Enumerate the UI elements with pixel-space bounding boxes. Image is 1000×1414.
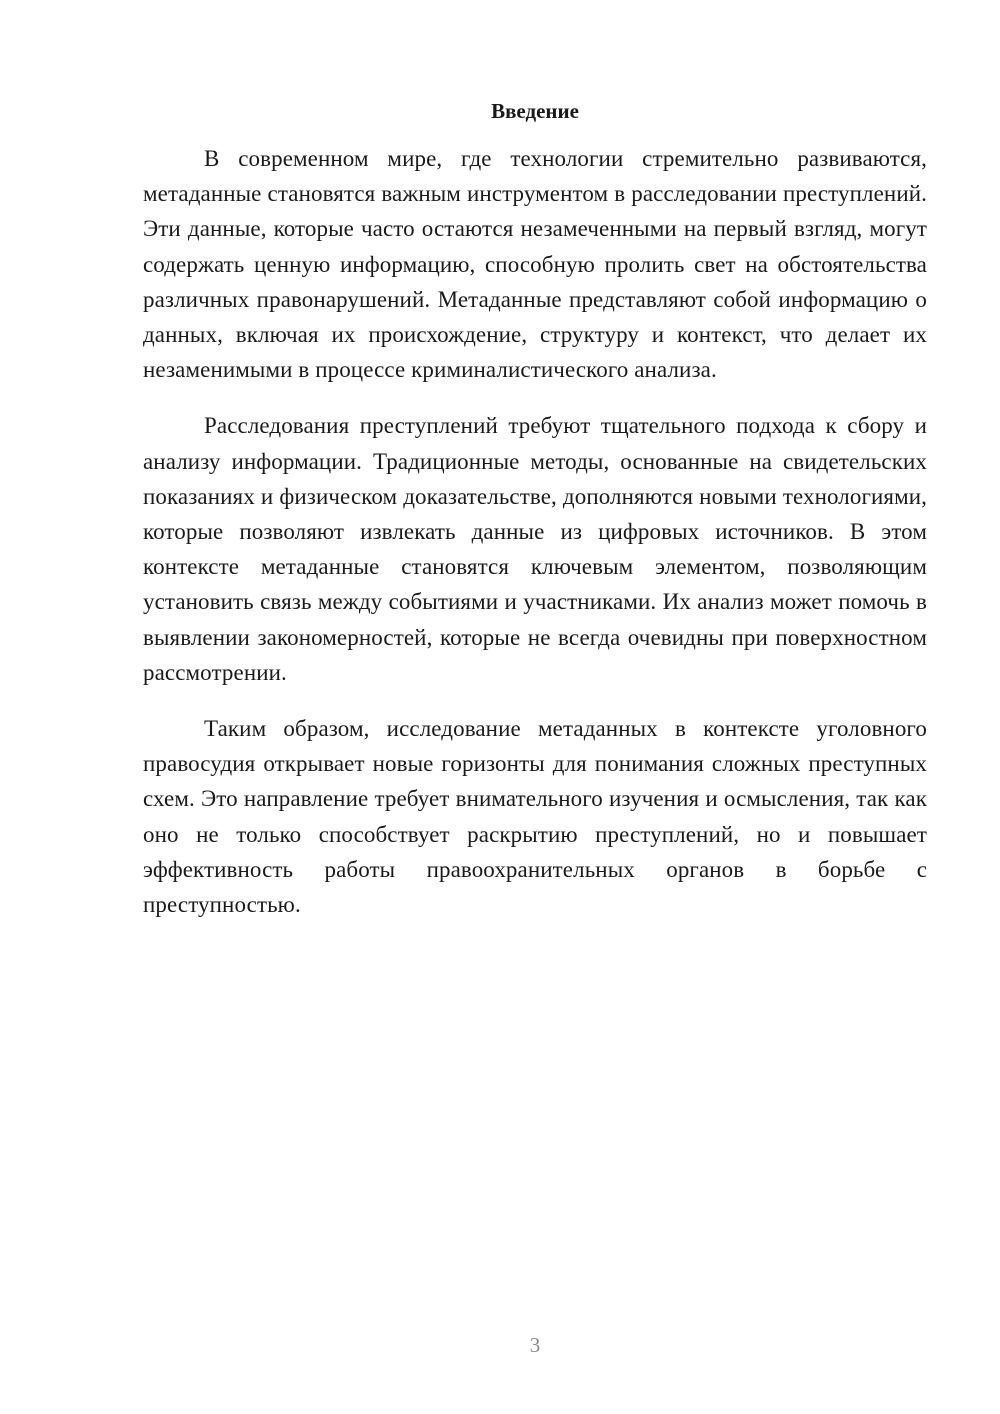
paragraph-1: В современном мире, где технологии стремительно развиваются, метаданные становятся важным инструментом в расследовании преступлений. Эти данные, которые часто остаются незамеченными на первый взгляд, могут содержать ценную информацию, способную пролить свет на обстоятельства различных правонарушений. Метаданные представляют собой информацию о данных, включая их происхождение, структуру и контекст, что делает их незаменимыми в процессе криминалистического анализа.: [143, 146, 927, 383]
page-number: 3: [529, 1333, 541, 1357]
section-heading: Введение: [491, 99, 579, 123]
paragraph-2: Расследования преступлений требуют тщательного подхода к сбору и анализу информации. Традиционные методы, основанные на свидетельских показаниях и физическом доказательстве, дополняются новыми технологиями, которые позволяют извлекать данные из цифровых источников. В этом контексте метаданные становятся ключевым элементом, позволяющим установить связь между событиями и участниками. Их анализ может помочь в выявлении закономерностей, которые не всегда очевидны при поверхностном рассмотрении.: [143, 413, 927, 685]
body-text: [143, 141, 927, 943]
paragraph-3: Таким образом, исследование метаданных в контексте уголовного правосудия открывает новые горизонты для понимания сложных преступных схем. Это направление требует внимательного изучения и осмысления, так как оно не только способствует раскрытию преступлений, но и повышает эффективность работы правоохранительных органов в борьбе с преступностью.: [143, 716, 927, 918]
